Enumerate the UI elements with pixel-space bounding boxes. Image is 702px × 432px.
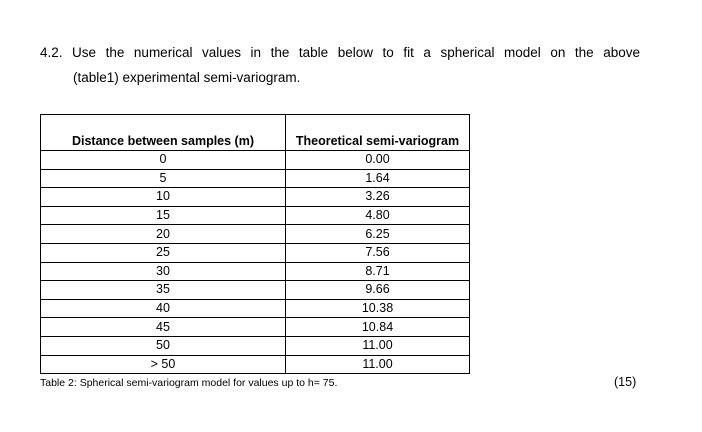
distance-cell: 35 xyxy=(41,281,286,300)
distance-cell: 25 xyxy=(41,243,286,262)
semivariogram-cell: 11.00 xyxy=(286,336,470,355)
table-row xyxy=(41,151,470,170)
distance-cell: 15 xyxy=(41,206,286,225)
semivariogram-cell: 1.64 xyxy=(286,169,470,188)
semivariogram-cell: 10.38 xyxy=(286,299,470,318)
distance-cell: 0 xyxy=(41,151,286,170)
semivariogram-cell: 10.84 xyxy=(286,318,470,337)
table-row xyxy=(41,243,470,262)
semivariogram-cell: 9.66 xyxy=(286,281,470,300)
table-row xyxy=(41,225,470,244)
header-semivariogram: Theoretical semi-variogram xyxy=(286,115,470,151)
distance-cell: 20 xyxy=(41,225,286,244)
table-row xyxy=(41,262,470,281)
distance-cell: 40 xyxy=(41,299,286,318)
question-text xyxy=(40,40,640,90)
table-row xyxy=(41,281,470,300)
table-row xyxy=(41,188,470,207)
distance-cell: 5 xyxy=(41,169,286,188)
distance-cell: 10 xyxy=(41,188,286,207)
header-distance: Distance between samples (m) xyxy=(41,115,286,151)
table-caption: Table 2: Spherical semi-variogram model for values up to h= 75. xyxy=(40,377,338,389)
table-header-row xyxy=(41,115,470,151)
question-line-1: 4.2. Use the numerical values in the table below to fit a spherical model on the above xyxy=(40,45,640,60)
distance-cell: 30 xyxy=(41,262,286,281)
question-marks: (15) xyxy=(614,375,637,389)
table-row xyxy=(41,169,470,188)
table-row xyxy=(41,318,470,337)
table-body xyxy=(41,151,470,374)
semivariogram-cell: 3.26 xyxy=(286,188,470,207)
table-row xyxy=(41,299,470,318)
table-row xyxy=(41,336,470,355)
semivariogram-cell: 4.80 xyxy=(286,206,470,225)
semivariogram-cell: 7.56 xyxy=(286,243,470,262)
semivariogram-cell: 0.00 xyxy=(286,151,470,170)
table-row xyxy=(41,206,470,225)
distance-cell: 45 xyxy=(41,318,286,337)
table-row xyxy=(41,355,470,374)
semivariogram-cell: 11.00 xyxy=(286,355,470,374)
distance-cell: 50 xyxy=(41,336,286,355)
semivariogram-cell: 8.71 xyxy=(286,262,470,281)
distance-cell: > 50 xyxy=(41,355,286,374)
semi-variogram-table xyxy=(40,114,470,374)
semivariogram-cell: 6.25 xyxy=(286,225,470,244)
question-line-2: (table1) experimental semi-variogram. xyxy=(73,70,301,85)
